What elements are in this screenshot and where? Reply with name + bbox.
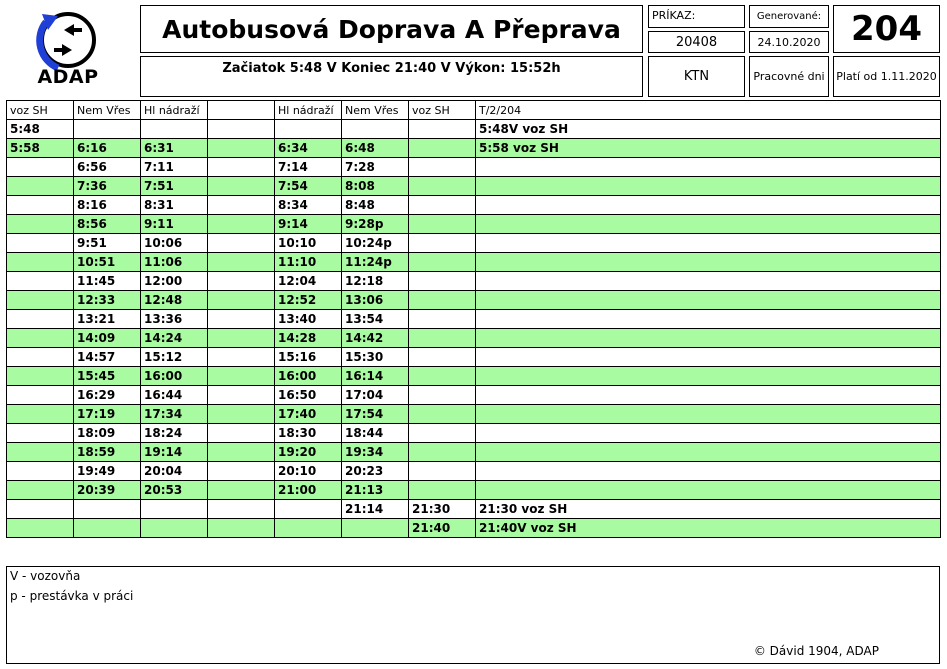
table-cell xyxy=(275,120,342,139)
column-header: Nem Vřes xyxy=(74,101,141,120)
table-cell: 9:14 xyxy=(275,215,342,234)
table-cell xyxy=(7,405,74,424)
table-row xyxy=(7,177,941,196)
table-cell xyxy=(208,215,275,234)
table-cell xyxy=(7,329,74,348)
table-cell: 20:53 xyxy=(141,481,208,500)
table-cell: 19:20 xyxy=(275,443,342,462)
shift-summary: Začiatok 5:48 V Koniec 21:40 V Výkon: 15:52h xyxy=(140,56,643,97)
table-cell xyxy=(409,405,476,424)
table-cell xyxy=(409,158,476,177)
table-cell: 11:45 xyxy=(74,272,141,291)
table-cell: 6:34 xyxy=(275,139,342,158)
table-cell: 12:18 xyxy=(342,272,409,291)
table-row xyxy=(7,462,941,481)
table-row xyxy=(7,253,941,272)
table-cell: 8:48 xyxy=(342,196,409,215)
note-break: p - prestávka v práci xyxy=(10,589,134,603)
table-cell: 5:48V voz SH xyxy=(476,120,941,139)
table-cell: 17:19 xyxy=(74,405,141,424)
table-cell xyxy=(409,253,476,272)
table-cell: 5:58 voz SH xyxy=(476,139,941,158)
table-cell xyxy=(476,234,941,253)
table-cell xyxy=(409,310,476,329)
table-cell xyxy=(476,367,941,386)
table-cell xyxy=(409,177,476,196)
table-cell: 6:56 xyxy=(74,158,141,177)
table-cell: 19:49 xyxy=(74,462,141,481)
table-row xyxy=(7,310,941,329)
table-cell: 7:51 xyxy=(141,177,208,196)
table-cell: 16:14 xyxy=(342,367,409,386)
copyright: © Dávid 1904, ADAP xyxy=(753,644,879,658)
table-cell xyxy=(7,177,74,196)
table-cell xyxy=(74,120,141,139)
table-cell: 20:39 xyxy=(74,481,141,500)
table-cell: 14:28 xyxy=(275,329,342,348)
table-row xyxy=(7,405,941,424)
table-cell: 20:04 xyxy=(141,462,208,481)
table-row xyxy=(7,348,941,367)
table-cell xyxy=(476,291,941,310)
table-cell xyxy=(342,120,409,139)
timetable xyxy=(6,100,941,538)
table-cell xyxy=(476,481,941,500)
table-cell: 7:54 xyxy=(275,177,342,196)
generated-label: Generované: xyxy=(749,5,829,28)
table-cell: 16:29 xyxy=(74,386,141,405)
table-cell: 14:09 xyxy=(74,329,141,348)
table-cell xyxy=(208,348,275,367)
table-cell xyxy=(409,462,476,481)
table-cell: 20:10 xyxy=(275,462,342,481)
table-row xyxy=(7,329,941,348)
table-cell xyxy=(476,348,941,367)
table-cell xyxy=(476,177,941,196)
depot-code: KTN xyxy=(648,56,745,97)
table-cell: 21:40 xyxy=(409,519,476,538)
table-cell: 9:51 xyxy=(74,234,141,253)
table-row xyxy=(7,215,941,234)
table-cell: 15:16 xyxy=(275,348,342,367)
table-cell xyxy=(7,424,74,443)
company-title: Autobusová Doprava A Přeprava xyxy=(140,5,643,53)
table-cell: 21:40V voz SH xyxy=(476,519,941,538)
column-header: Hl nádraží xyxy=(141,101,208,120)
table-cell: 15:30 xyxy=(342,348,409,367)
table-cell: 16:44 xyxy=(141,386,208,405)
table-cell xyxy=(476,329,941,348)
table-cell: 10:24p xyxy=(342,234,409,253)
table-cell: 18:09 xyxy=(74,424,141,443)
column-header: voz SH xyxy=(409,101,476,120)
table-cell xyxy=(208,272,275,291)
table-row xyxy=(7,196,941,215)
table-cell xyxy=(409,329,476,348)
table-cell xyxy=(208,120,275,139)
table-cell xyxy=(7,386,74,405)
table-cell: 13:54 xyxy=(342,310,409,329)
table-cell xyxy=(476,196,941,215)
table-cell: 15:12 xyxy=(141,348,208,367)
table-cell xyxy=(409,367,476,386)
table-cell: 7:36 xyxy=(74,177,141,196)
table-cell xyxy=(208,500,275,519)
table-cell xyxy=(476,253,941,272)
table-cell: 12:04 xyxy=(275,272,342,291)
column-header: voz SH xyxy=(7,101,74,120)
table-cell: 6:16 xyxy=(74,139,141,158)
generated-value: 24.10.2020 xyxy=(749,31,829,53)
table-cell xyxy=(7,272,74,291)
table-row xyxy=(7,443,941,462)
table-cell xyxy=(409,139,476,158)
table-cell xyxy=(7,462,74,481)
table-cell xyxy=(476,462,941,481)
column-header: Hl nádraží xyxy=(275,101,342,120)
table-cell: 15:45 xyxy=(74,367,141,386)
table-row xyxy=(7,367,941,386)
table-cell xyxy=(7,500,74,519)
table-cell xyxy=(275,519,342,538)
table-cell: 16:50 xyxy=(275,386,342,405)
table-cell xyxy=(208,405,275,424)
table-row xyxy=(7,519,941,538)
table-cell: 21:30 voz SH xyxy=(476,500,941,519)
table-cell: 10:06 xyxy=(141,234,208,253)
table-cell xyxy=(7,519,74,538)
table-cell xyxy=(208,253,275,272)
column-header: T/2/204 xyxy=(476,101,941,120)
operating-days: Pracovné dni xyxy=(749,56,829,97)
table-cell: 8:31 xyxy=(141,196,208,215)
table-cell xyxy=(476,424,941,443)
table-cell: 5:48 xyxy=(7,120,74,139)
table-cell: 10:51 xyxy=(74,253,141,272)
table-row xyxy=(7,272,941,291)
table-cell xyxy=(208,139,275,158)
table-cell: 6:48 xyxy=(342,139,409,158)
table-cell xyxy=(476,158,941,177)
table-cell xyxy=(141,519,208,538)
table-cell: 7:28 xyxy=(342,158,409,177)
table-row xyxy=(7,234,941,253)
table-cell xyxy=(7,234,74,253)
table-row xyxy=(7,139,941,158)
table-cell: 8:08 xyxy=(342,177,409,196)
table-cell: 19:14 xyxy=(141,443,208,462)
notes-panel xyxy=(6,566,940,664)
table-cell xyxy=(208,234,275,253)
table-cell xyxy=(74,500,141,519)
table-cell xyxy=(409,120,476,139)
table-cell xyxy=(409,443,476,462)
table-cell xyxy=(141,120,208,139)
table-cell xyxy=(476,405,941,424)
table-cell xyxy=(208,329,275,348)
table-cell xyxy=(7,348,74,367)
table-cell: 10:10 xyxy=(275,234,342,253)
column-header xyxy=(208,101,275,120)
table-row xyxy=(7,158,941,177)
table-cell: 18:24 xyxy=(141,424,208,443)
table-cell: 5:58 xyxy=(7,139,74,158)
table-cell: 20:23 xyxy=(342,462,409,481)
table-cell xyxy=(409,196,476,215)
table-row xyxy=(7,291,941,310)
table-row xyxy=(7,500,941,519)
table-cell xyxy=(208,310,275,329)
table-cell xyxy=(7,215,74,234)
table-cell xyxy=(409,291,476,310)
table-cell xyxy=(7,196,74,215)
line-number: 204 xyxy=(833,5,940,53)
table-cell: 16:00 xyxy=(141,367,208,386)
table-cell xyxy=(476,310,941,329)
table-cell xyxy=(208,443,275,462)
table-cell: 17:40 xyxy=(275,405,342,424)
table-cell xyxy=(208,158,275,177)
table-cell xyxy=(476,272,941,291)
table-cell xyxy=(7,253,74,272)
table-cell xyxy=(208,196,275,215)
table-cell xyxy=(476,443,941,462)
table-cell xyxy=(409,348,476,367)
table-cell: 18:30 xyxy=(275,424,342,443)
table-cell: 13:21 xyxy=(74,310,141,329)
table-cell: 7:14 xyxy=(275,158,342,177)
order-label: PRÍKAZ: xyxy=(648,5,745,28)
table-cell: 9:28p xyxy=(342,215,409,234)
table-cell: 14:42 xyxy=(342,329,409,348)
table-row xyxy=(7,424,941,443)
table-cell: 17:34 xyxy=(141,405,208,424)
table-cell xyxy=(7,291,74,310)
table-cell: 21:00 xyxy=(275,481,342,500)
table-cell xyxy=(409,424,476,443)
table-row xyxy=(7,120,941,139)
table-cell: 9:11 xyxy=(141,215,208,234)
table-cell: 16:00 xyxy=(275,367,342,386)
table-cell xyxy=(409,234,476,253)
table-cell: 19:34 xyxy=(342,443,409,462)
logo-text: ADAP xyxy=(37,66,99,88)
table-cell: 11:24p xyxy=(342,253,409,272)
table-cell: 7:11 xyxy=(141,158,208,177)
table-cell xyxy=(74,519,141,538)
table-cell: 8:16 xyxy=(74,196,141,215)
table-cell xyxy=(409,215,476,234)
table-cell: 13:06 xyxy=(342,291,409,310)
table-cell xyxy=(208,367,275,386)
column-header: Nem Vřes xyxy=(342,101,409,120)
table-cell xyxy=(275,500,342,519)
table-cell: 13:40 xyxy=(275,310,342,329)
table-cell: 18:44 xyxy=(342,424,409,443)
table-cell xyxy=(208,386,275,405)
table-cell xyxy=(409,481,476,500)
table-cell xyxy=(208,519,275,538)
table-cell: 6:31 xyxy=(141,139,208,158)
table-cell xyxy=(208,291,275,310)
table-cell xyxy=(7,443,74,462)
table-cell: 21:14 xyxy=(342,500,409,519)
table-row xyxy=(7,386,941,405)
table-cell xyxy=(141,500,208,519)
table-cell xyxy=(7,158,74,177)
table-cell xyxy=(7,481,74,500)
table-cell: 8:34 xyxy=(275,196,342,215)
table-cell xyxy=(476,215,941,234)
table-cell xyxy=(476,386,941,405)
table-cell xyxy=(409,386,476,405)
table-cell xyxy=(342,519,409,538)
table-cell: 12:33 xyxy=(74,291,141,310)
table-cell: 14:57 xyxy=(74,348,141,367)
table-cell: 8:56 xyxy=(74,215,141,234)
table-header-row xyxy=(7,101,941,120)
table-cell: 21:13 xyxy=(342,481,409,500)
table-cell: 11:06 xyxy=(141,253,208,272)
table-cell: 13:36 xyxy=(141,310,208,329)
table-cell xyxy=(7,310,74,329)
table-cell xyxy=(7,367,74,386)
table-cell: 12:00 xyxy=(141,272,208,291)
table-cell: 17:04 xyxy=(342,386,409,405)
table-cell: 12:52 xyxy=(275,291,342,310)
table-cell xyxy=(409,272,476,291)
table-cell xyxy=(208,481,275,500)
valid-from: Platí od 1.11.2020 xyxy=(833,56,940,97)
order-value: 20408 xyxy=(648,31,745,53)
table-cell: 18:59 xyxy=(74,443,141,462)
table-cell: 12:48 xyxy=(141,291,208,310)
table-cell: 21:30 xyxy=(409,500,476,519)
note-depot: V - vozovňa xyxy=(10,569,81,583)
table-cell xyxy=(208,424,275,443)
table-cell: 11:10 xyxy=(275,253,342,272)
table-cell xyxy=(208,462,275,481)
table-cell: 14:24 xyxy=(141,329,208,348)
table-cell: 17:54 xyxy=(342,405,409,424)
table-cell xyxy=(208,177,275,196)
table-row xyxy=(7,481,941,500)
